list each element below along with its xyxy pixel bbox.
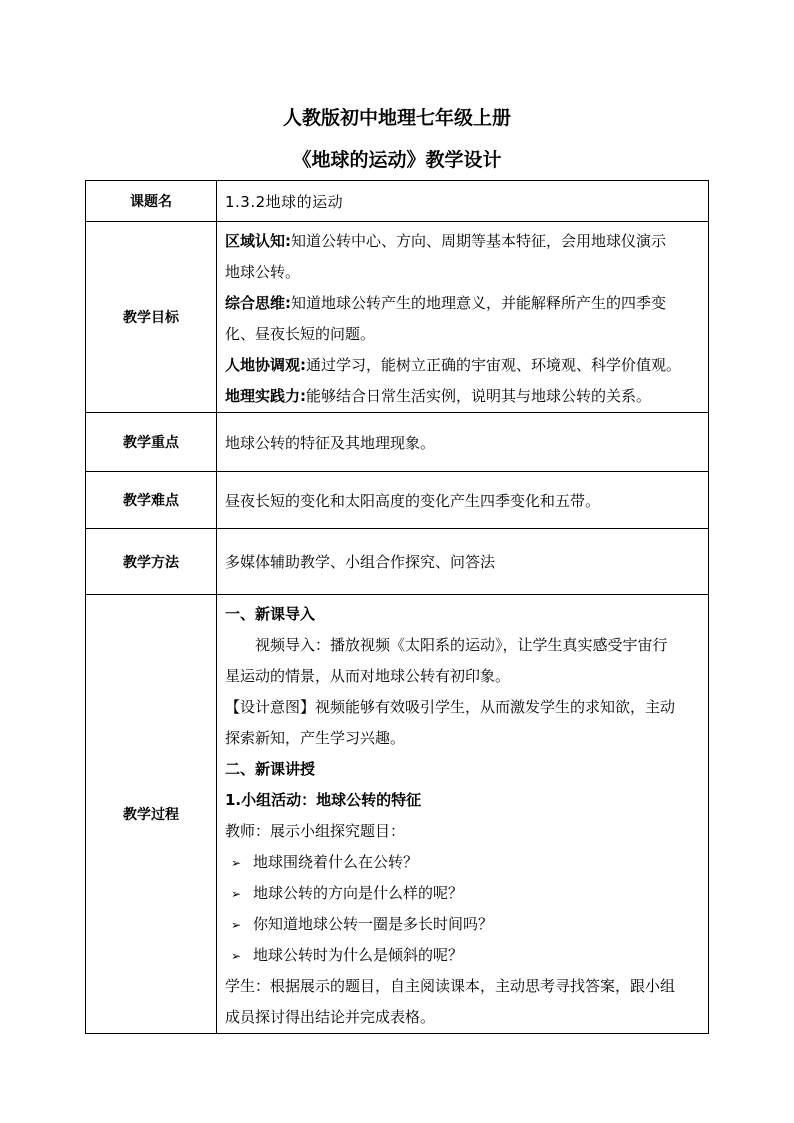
section-2-subtitle: 1.小组活动：地球公转的特征 xyxy=(225,791,422,809)
question-item xyxy=(225,878,700,909)
question-text: 地球公转时为什么是倾斜的呢？ xyxy=(253,946,464,964)
question-text: 地球围绕着什么在公转？ xyxy=(253,853,419,871)
label-key-points: 教学重点 xyxy=(86,413,217,472)
arrow-bullet-icon: ➢ xyxy=(231,918,242,932)
row-goals xyxy=(86,222,709,413)
row-methods xyxy=(86,529,709,595)
value-key-points: 地球公转的特征及其地理现象。 xyxy=(217,413,709,472)
value-process xyxy=(217,595,709,1034)
section-2-title: 二、新课讲授 xyxy=(225,760,316,778)
section-1-para-2-cont: 探索新知，产生学习兴趣。 xyxy=(225,729,406,747)
question-item xyxy=(225,909,700,940)
label-methods: 教学方法 xyxy=(86,529,217,595)
goal-2-text-cont: 化、昼夜长短的问题。 xyxy=(225,325,376,343)
lesson-plan-table xyxy=(85,180,709,1034)
goal-3-text: 通过学习，能树立正确的宇宙观、环境观、科学价值观。 xyxy=(306,356,682,374)
label-goals: 教学目标 xyxy=(86,222,217,413)
student-activity: 学生：根据展示的题目，自主阅读课本，主动思考寻找答案，跟小组 xyxy=(225,977,676,995)
row-topic xyxy=(86,181,709,222)
arrow-bullet-icon: ➢ xyxy=(231,856,242,870)
row-key-points xyxy=(86,413,709,472)
document-subtitle: 《地球的运动》教学设计 xyxy=(292,149,502,171)
arrow-bullet-icon: ➢ xyxy=(231,887,242,901)
question-text: 地球公转的方向是什么样的呢？ xyxy=(253,884,464,902)
document-title: 人教版初中地理七年级上册 xyxy=(282,107,511,129)
value-methods: 多媒体辅助教学、小组合作探究、问答法 xyxy=(217,529,709,595)
goal-3-heading: 人地协调观: xyxy=(225,356,306,374)
section-1-para-1-cont: 星运动的情景，从而对地球公转有初印象。 xyxy=(225,667,511,685)
section-1-para-1: 视频导入：播放视频《太阳系的运动》，让学生真实感受宇宙行 xyxy=(255,636,668,654)
student-activity-cont: 成员探讨得出结论并完成表格。 xyxy=(225,1008,436,1026)
value-difficulties: 昼夜长短的变化和太阳高度的变化产生四季变化和五带。 xyxy=(217,472,709,529)
section-1-para-2: 【设计意图】视频能够有效吸引学生，从而激发学生的求知欲，主动 xyxy=(225,698,676,716)
goal-2-heading: 综合思维: xyxy=(225,294,291,312)
teacher-instruction: 教师：展示小组探究题目： xyxy=(225,822,406,840)
question-item xyxy=(225,847,700,878)
value-topic: 1.3.2地球的运动 xyxy=(217,181,709,222)
value-goals xyxy=(217,222,709,413)
row-process xyxy=(86,595,709,1034)
goal-4-text: 能够结合日常生活实例，说明其与地球公转的关系。 xyxy=(306,387,652,405)
goal-2-text: 知道地球公转产生的地理意义，并能解释所产生的四季变 xyxy=(291,294,667,312)
label-process: 教学过程 xyxy=(86,595,217,1034)
row-difficulties xyxy=(86,472,709,529)
arrow-bullet-icon: ➢ xyxy=(231,949,242,963)
goal-4-heading: 地理实践力: xyxy=(225,387,306,405)
goal-1-text-cont: 地球公转。 xyxy=(225,263,301,281)
question-item xyxy=(225,940,700,971)
section-1-title: 一、新课导入 xyxy=(225,605,316,623)
label-topic: 课题名 xyxy=(86,181,217,222)
label-difficulties: 教学难点 xyxy=(86,472,217,529)
goal-1-heading: 区域认知: xyxy=(225,232,291,250)
goal-1-text: 知道公转中心、方向、周期等基本特征，会用地球仪演示 xyxy=(291,232,667,250)
question-text: 你知道地球公转一圈是多长时间吗？ xyxy=(253,915,494,933)
